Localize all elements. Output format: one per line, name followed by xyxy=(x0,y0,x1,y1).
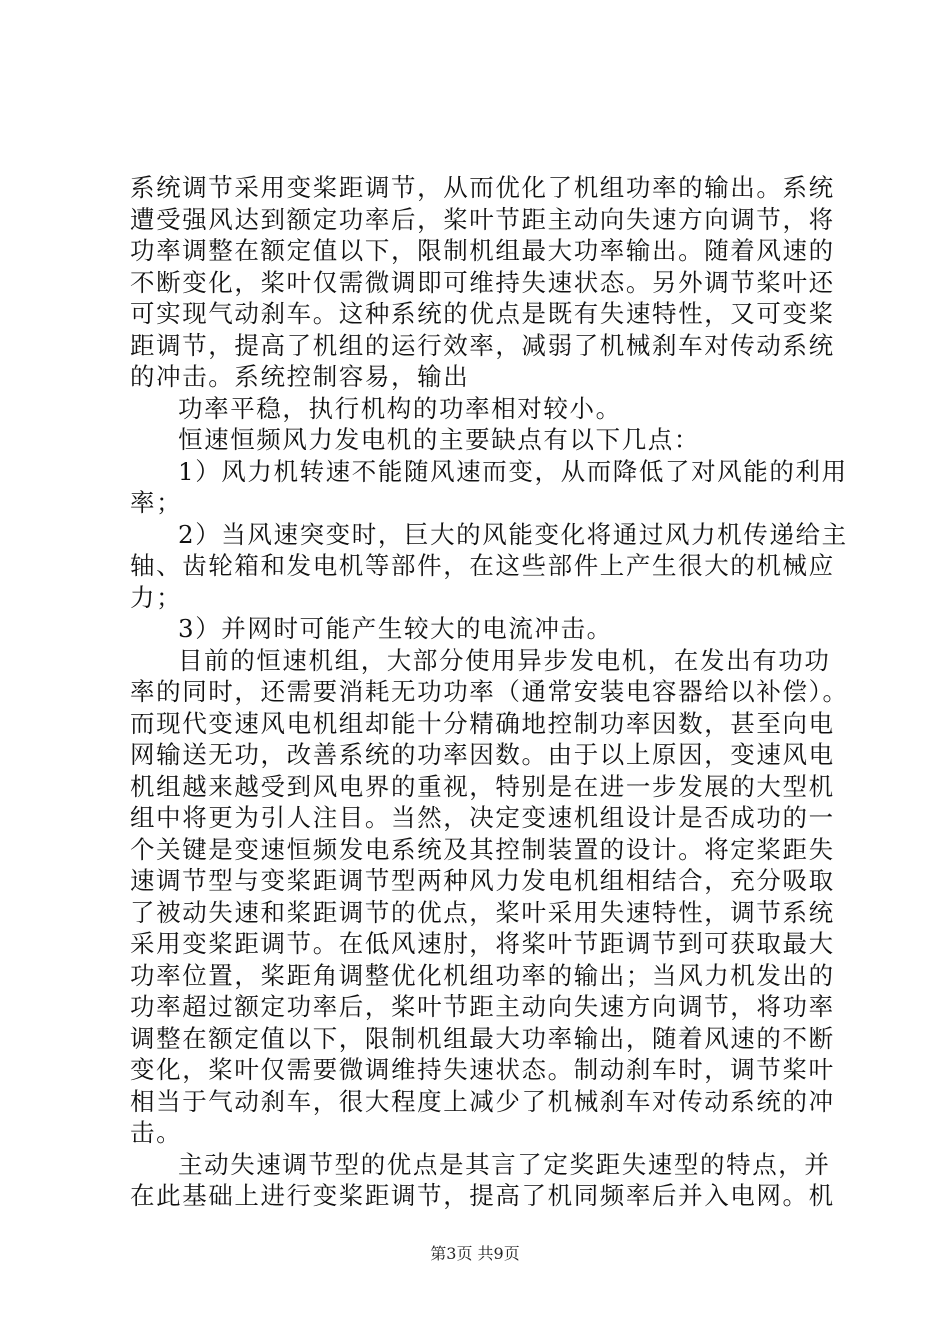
text-line: 在此基础上进行变桨距调节，提高了机同频率后并入电网。机 xyxy=(130,1181,835,1210)
text-line: 可实现气动刹车。这种系统的优点是既有失速特性，又可变桨 xyxy=(130,299,835,328)
text-line: 速调节型与变桨距调节型两种风力发电机组相结合，充分吸取 xyxy=(130,866,835,895)
text-line: 遭受强风达到额定功率后，桨叶节距主动向失速方向调节，将 xyxy=(130,204,835,234)
text-line: 变化，桨叶仅需要微调维持失速状态。制动刹车时，调节桨叶 xyxy=(130,1055,835,1084)
text-line: 功率平稳，执行机构的功率相对较小。 xyxy=(178,393,622,423)
page-footer xyxy=(0,1244,950,1264)
text-line: 的冲击。系统控制容易，输出 xyxy=(130,362,470,391)
text-line: 恒速恒频风力发电机的主要缺点有以下几点： xyxy=(178,425,700,454)
text-line: 网输送无功，改善系统的功率因数。由于以上原因，变速风电 xyxy=(130,740,835,769)
page-number-label: 第3页 共9页 xyxy=(430,1244,520,1263)
text-line: 组中将更为引人注目。当然，决定变速机组设计是否成功的一 xyxy=(130,803,835,832)
text-line: 功率位置，桨距角调整优化机组功率的输出；当风力机发出的 xyxy=(130,960,835,990)
text-line: 距调节，提高了机组的运行效率，减弱了机械刹车对传动系统 xyxy=(130,330,835,360)
text-line: 击。 xyxy=(130,1118,183,1147)
text-line: 率； xyxy=(130,488,183,517)
text-line: 而现代变速风电机组却能十分精确地控制功率因数，甚至向电 xyxy=(130,708,835,738)
text-line: 功率超过额定功率后，桨叶节距主动向失速方向调节，将功率 xyxy=(130,992,835,1021)
text-line: 轴、齿轮箱和发电机等部件，在这些部件上产生很大的机械应 xyxy=(130,551,835,580)
text-line: 调整在额定值以下，限制机组最大功率输出，随着风速的不断 xyxy=(130,1023,835,1053)
text-line: 目前的恒速机组，大部分使用异步发电机，在发出有功功 xyxy=(178,645,831,675)
text-line: 机组越来越受到风电界的重视，特别是在进一步发展的大型机 xyxy=(130,771,835,801)
text-line: 采用变桨距调节。在低风速肘，将桨叶节距调节到可获取最大 xyxy=(130,929,835,958)
document-body xyxy=(130,172,849,1212)
text-line: 率的同时，还需要消耗无功功率（通常安装电容器给以补偿）。 xyxy=(130,677,849,706)
text-line: 1）风力机转速不能随风速而变，从而降低了对风能的利用 xyxy=(178,456,848,486)
text-line: 功率调整在额定值以下，限制机组最大功率输出。随着风速的 xyxy=(130,236,835,265)
text-line: 2）当风速突变时，巨大的风能变化将通过风力机传递给主 xyxy=(178,519,848,549)
text-line: 主动失速调节型的优点是其言了定奖距失速型的特点，并 xyxy=(178,1149,831,1179)
text-line: 相当于气动刹车，很大程度上减少了机械刹车对传动系统的冲 xyxy=(130,1086,835,1116)
text-line: 了被动失速和桨距调节的优点，桨叶采用失速特性，调节系统 xyxy=(130,897,835,927)
text-line: 不断变化，桨叶仅需微调即可维持失速状态。另外调节桨叶还 xyxy=(130,267,835,297)
text-line: 3）并网时可能产生较大的电流冲击。 xyxy=(178,614,613,643)
text-line: 力； xyxy=(130,582,183,612)
text-line: 个关键是变速恒频发电系统及其控制装置的设计。将定桨距失 xyxy=(130,834,835,864)
text-line: 系统调节采用变桨距调节，从而优化了机组功率的输出。系统 xyxy=(130,173,835,202)
